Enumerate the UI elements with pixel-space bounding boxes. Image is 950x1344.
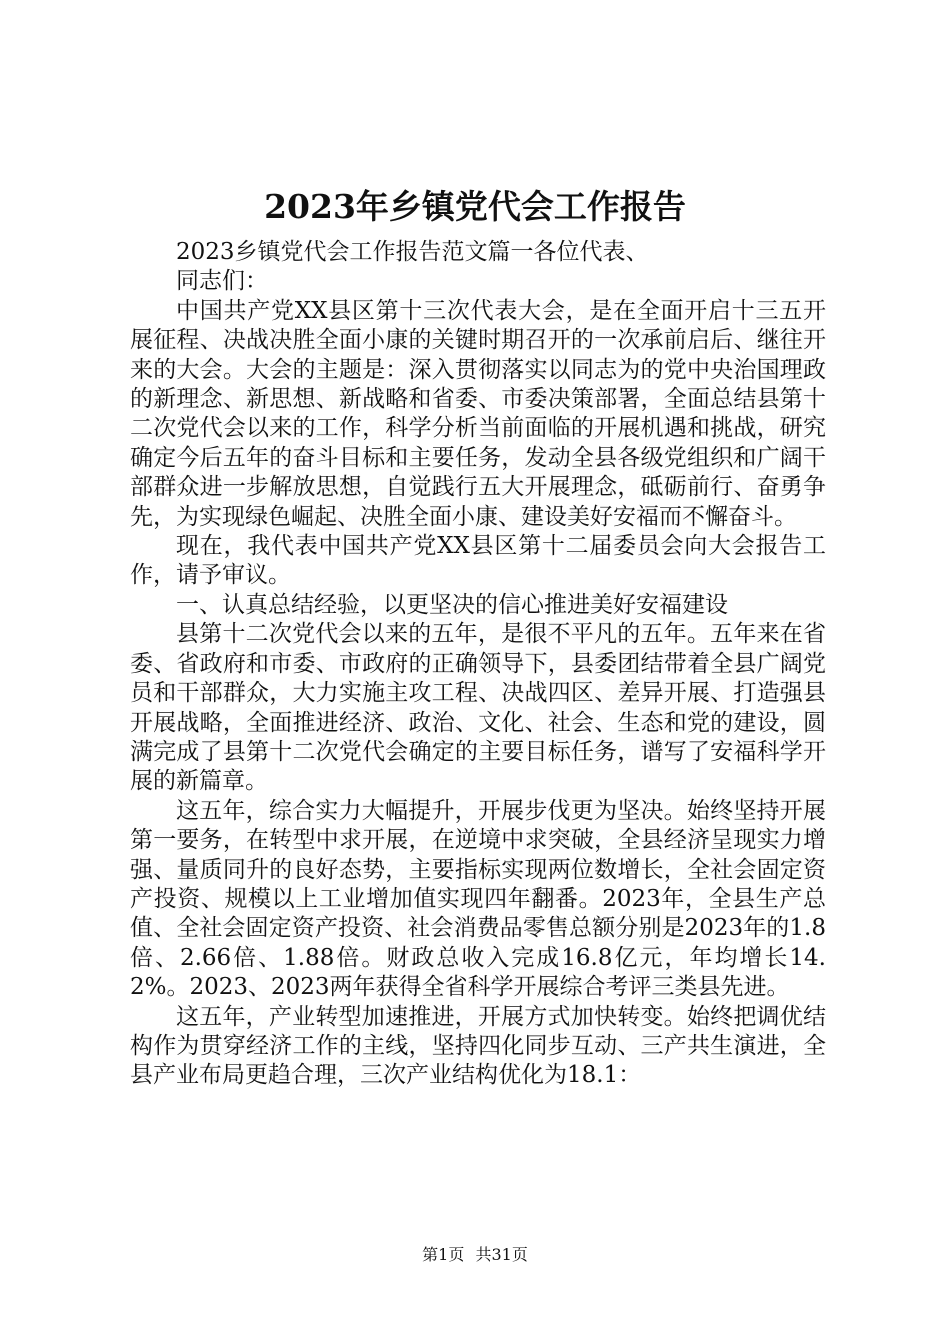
paragraph-report-intro: 现在，我代表中国共产党XX县区第十二届委员会向大会报告工作，请予审议。 bbox=[130, 533, 826, 589]
page-number: 第1页 bbox=[422, 1245, 465, 1264]
document-body bbox=[130, 238, 826, 1091]
paragraph-five-years: 县第十二次党代会以来的五年，是很不平凡的五年。五年来在省委、省政府和市委、市政府的正确领导下，县委团结带着全县广阔党员和干部群众，大力实施主攻工程、决战四区、差异开展、打造强县开展战略，全面推进经济、政治、文化、社会、生态和党的建设，圆满完成了县第十二次党代会确定的主要目标任务，谱写了安福科学开展的新篇章。 bbox=[130, 621, 826, 795]
section-heading-1: 一、认真总结经验，以更坚决的信心推进美好安福建设 bbox=[176, 591, 728, 618]
document-title: 2023年乡镇党代会工作报告 bbox=[264, 187, 686, 226]
page-footer bbox=[0, 1244, 950, 1266]
paragraph-economy: 这五年，综合实力大幅提升，开展步伐更为坚决。始终坚持开展第一要务，在转型中求开展，在逆境中求突破，全县经济呈现实力增强、量质同升的良好态势，主要指标实现两位数增长，全社会固定资产投资、规模以上工业增加值实现四年翻番。2023年，全县生产总值、全社会固定资产投资、社会消费品零售总额分别是2023年的1.8倍、2.66倍、1.88倍。财政总收入完成16.8亿元，年均增长14.2%。2023、2023两年获得全省科学开展综合考评三类县先进。 bbox=[130, 797, 826, 1001]
paragraph-industry: 这五年，产业转型加速推进，开展方式加快转变。始终把调优结构作为贯穿经济工作的主线，坚持四化同步互动、三产共生演进，全县产业布局更趋合理，三次产业结构优化为18.1： bbox=[130, 1003, 826, 1089]
paragraph-salutation: 同志们： bbox=[176, 268, 268, 295]
paragraph-intro: 2023乡镇党代会工作报告范文篇一各位代表、 bbox=[176, 239, 649, 265]
page-total: 共31页 bbox=[475, 1245, 528, 1264]
paragraph-opening: 中国共产党XX县区第十三次代表大会，是在全面开启十三五开展征程、决战决胜全面小康的关键时期召开的一次承前启后、继往开来的大会。大会的主题是：深入贯彻落实以同志为的党中央治国理政的新理念、新思想、新战略和省委、市委决策部署，全面总结县第十二次党代会以来的工作，科学分析当前面临的开展机遇和挑战，研究确定今后五年的奋斗目标和主要任务，发动全县各级党组织和广阔干部群众进一步解放思想，自觉践行五大开展理念，砥砺前行、奋勇争先，为实现绿色崛起、决胜全面小康、建设美好安福而不懈奋斗。 bbox=[130, 297, 826, 530]
